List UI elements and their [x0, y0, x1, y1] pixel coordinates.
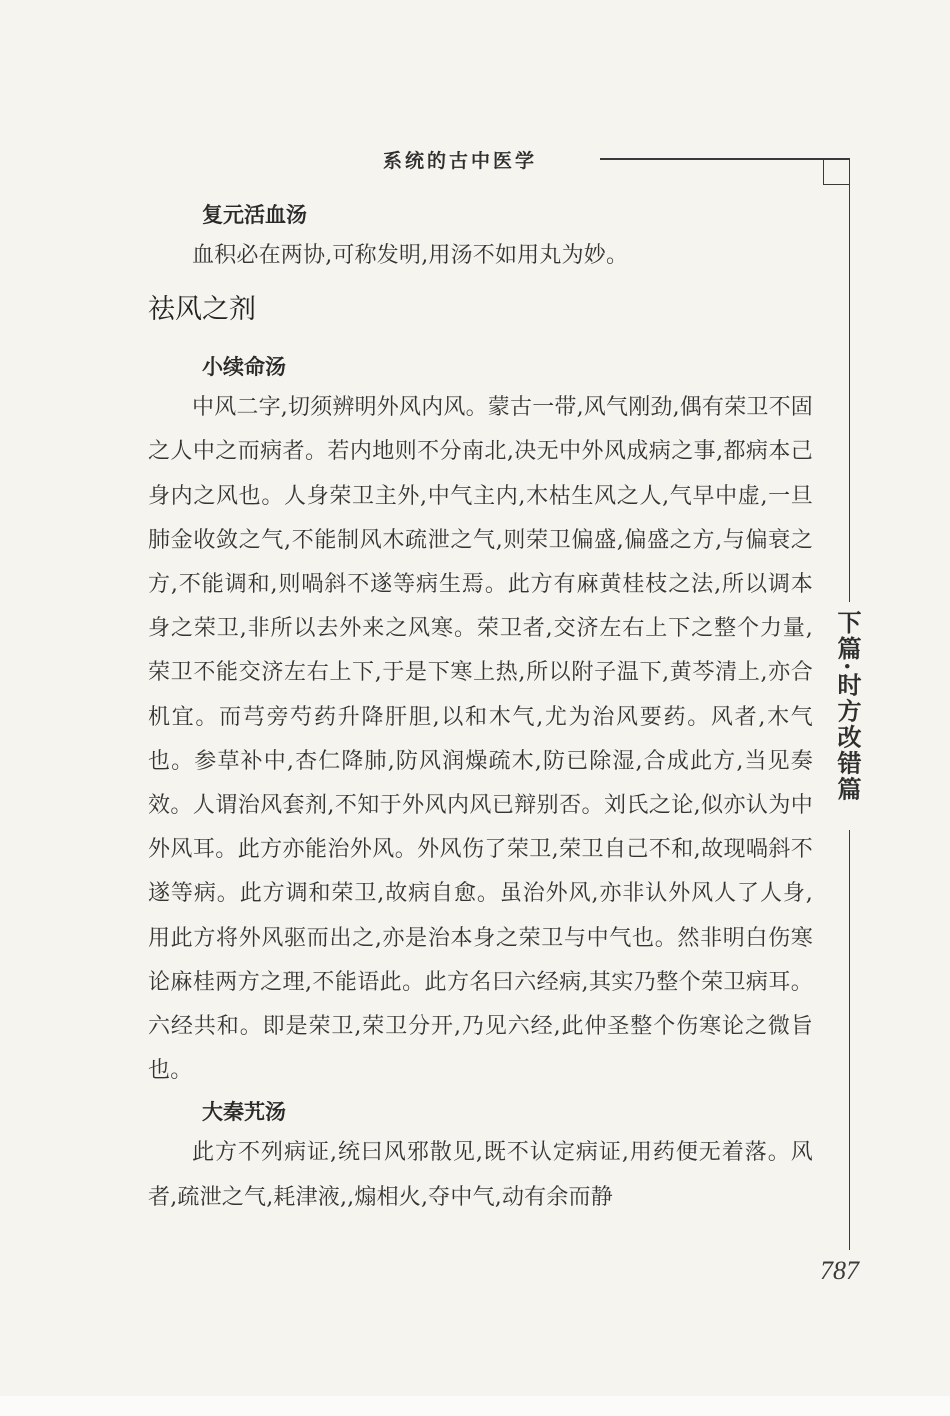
- subheading-fuyuan: 复元活血汤: [202, 203, 307, 227]
- side-chapter-label: 下篇·时方改错篇: [833, 610, 862, 803]
- section-heading: 祛风之剂: [148, 294, 256, 326]
- header-corner-box: [823, 158, 850, 185]
- paragraph-xiaoxuming: 中风二字,切须辨明外风内风。蒙古一带,风气刚劲,偶有荣卫不固之人中之而病者。若内地则不分南北,决无中外风成病之事,都病本己身内之风也。人身荣卫主外,中气主内,木枯生风之人,气早中虚,一旦肺金收敛之气,不能制风木疏泄之气,则荣卫偏盛,偏盛之方,与偏衰之方,不能调和,则喎斜不遂等病生焉。此方有麻黄桂枝之法,所以调本身之荣卫,非所以去外来之风寒。荣卫者,交济左右上下之整个力量,荣卫不能交济左右上下,于是下寒上热,所以附子温下,黄芩清上,亦合机宜。而芎旁芍药升降肝胆,以和木气,尤为治风要药。风者,木气也。参草补中,杏仁降肺,防风润燥疏木,防已除湿,合成此方,当见奏效。人谓治风套剂,不知于外风内风已辩别否。刘氏之论,似亦认为中外风耳。此方亦能治外风。外风伤了荣卫,荣卫自己不和,故现喎斜不遂等病。此方调和荣卫,故病自愈。虽治外风,亦非认外风人了人身,用此方将外风驱而出之,亦是治本身之荣卫与中气也。然非明白伤寒论麻桂两方之理,不能语此。此方名曰六经病,其实乃整个荣卫病耳。六经共和。即是荣卫,荣卫分开,乃见六经,此仲圣整个伤寒论之微旨也。: [148, 395, 813, 1084]
- side-rule-top: [849, 158, 850, 602]
- scan-footer-band: [0, 1396, 950, 1416]
- subheading-xiaoxuming: 小续命汤: [202, 355, 286, 380]
- page-content: [148, 196, 813, 1220]
- page-number: 787: [820, 1256, 859, 1285]
- header-rule: [600, 158, 850, 160]
- side-rule-bottom: [849, 830, 850, 1250]
- paragraph-daqinjiao: 此方不列病证,统曰风邪散见,既不认定病证,用药便无着落。风者,疏泄之气,耗津液,,煽相火,夺中气,动有余而静: [148, 1140, 813, 1210]
- running-title: 系统的古中医学: [383, 150, 538, 172]
- subheading-daqinjiao: 大秦艽汤: [202, 1100, 286, 1125]
- paragraph-fuyuan: 血积必在两协,可称发明,用汤不如用丸为妙。: [192, 243, 629, 268]
